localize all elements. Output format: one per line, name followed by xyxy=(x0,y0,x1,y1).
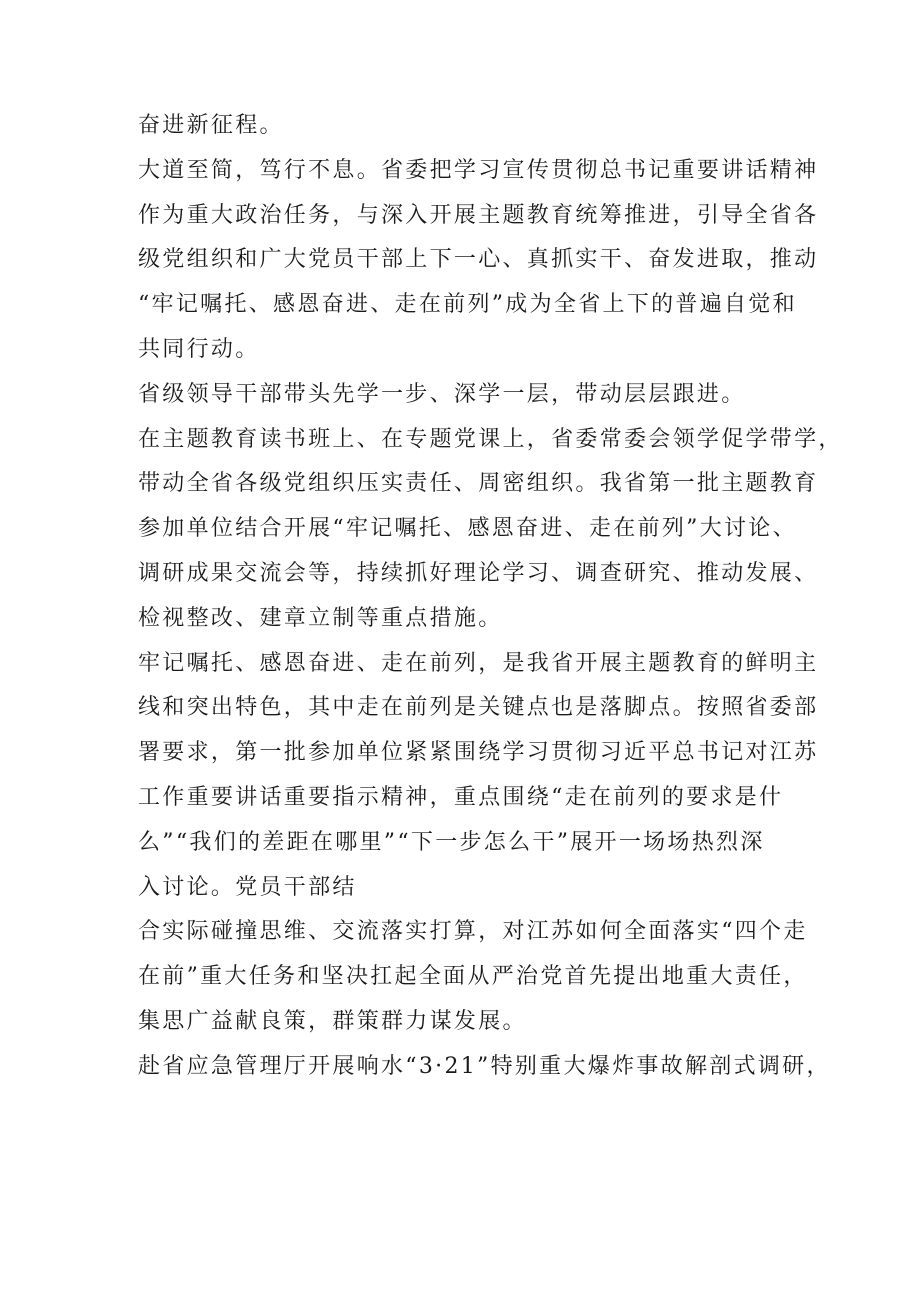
text-line: 带动全省各级党组织压实责任、周密组织。我省第一批主题教育 xyxy=(138,471,819,497)
text-line: 级党组织和广大党员干部上下一心、真抓实干、奋发进取，推动 xyxy=(138,247,819,273)
text-line: 作为重大政治任务，与深入开展主题教育统筹推进，引导全省各 xyxy=(138,202,819,228)
text-line: 么”“我们的差距在哪里”“下一步怎么干”展开一场场热烈深 xyxy=(138,829,765,855)
paragraph-5 xyxy=(138,642,819,911)
text-line: 调研成果交流会等，持续抓好理论学习、调查研究、推动发展、 xyxy=(138,560,819,586)
text-line: 线和突出特色，其中走在前列是关键点也是落脚点。按照省委部 xyxy=(138,695,819,721)
paragraph-7 xyxy=(138,1045,831,1090)
text-line: 共同行动。 xyxy=(138,336,260,362)
paragraph-1 xyxy=(138,104,803,149)
text-line: 牢记嘱托、感恩奋进、走在前列，是我省开展主题教育的鲜明主 xyxy=(138,650,819,676)
paragraph-2 xyxy=(138,149,819,373)
text-line: 工作重要讲话重要指示精神，重点围绕“走在前列的要求是什 xyxy=(138,784,784,810)
text-line: 在主题教育读书班上、在专题党课上，省委常委会领学促学带学， xyxy=(138,426,843,452)
text-line: “牢记嘱托、感恩奋进、走在前列”成为全省上下的普遍自觉和 xyxy=(138,292,797,318)
text-line: 参加单位结合开展“牢记嘱托、感恩奋进、走在前列”大讨论、 xyxy=(138,516,797,542)
text-line: 检视整改、建章立制等重点措施。 xyxy=(138,605,503,631)
text-line: 奋进新征程。 xyxy=(138,113,284,138)
text-line: 署要求，第一批参加单位紧紧围绕学习贯彻习近平总书记对江苏 xyxy=(138,740,819,766)
text-line: 入讨论。党员干部结 xyxy=(138,874,357,900)
text-line: 在前”重大任务和坚决扛起全面从严治党首先提出地重大责任， xyxy=(138,964,808,990)
paragraph-3 xyxy=(138,373,803,418)
document-body xyxy=(138,104,843,1090)
text-line: 合实际碰撞思维、交流落实打算，对江苏如何全面落实“四个走 xyxy=(138,919,808,945)
text-line: 赴省应急管理厅开展响水“3·21”特别重大爆炸事故解剖式调研， xyxy=(138,1053,831,1079)
text-line: 大道至简，笃行不息。省委把学习宣传贯彻总书记重要讲话精神 xyxy=(138,157,819,183)
text-line: 集思广益献良策，群策群力谋发展。 xyxy=(138,1008,527,1034)
paragraph-4 xyxy=(138,418,843,642)
text-line: 省级领导干部带头先学一步、深学一层，带动层层跟进。 xyxy=(138,381,746,407)
paragraph-6 xyxy=(138,910,808,1044)
